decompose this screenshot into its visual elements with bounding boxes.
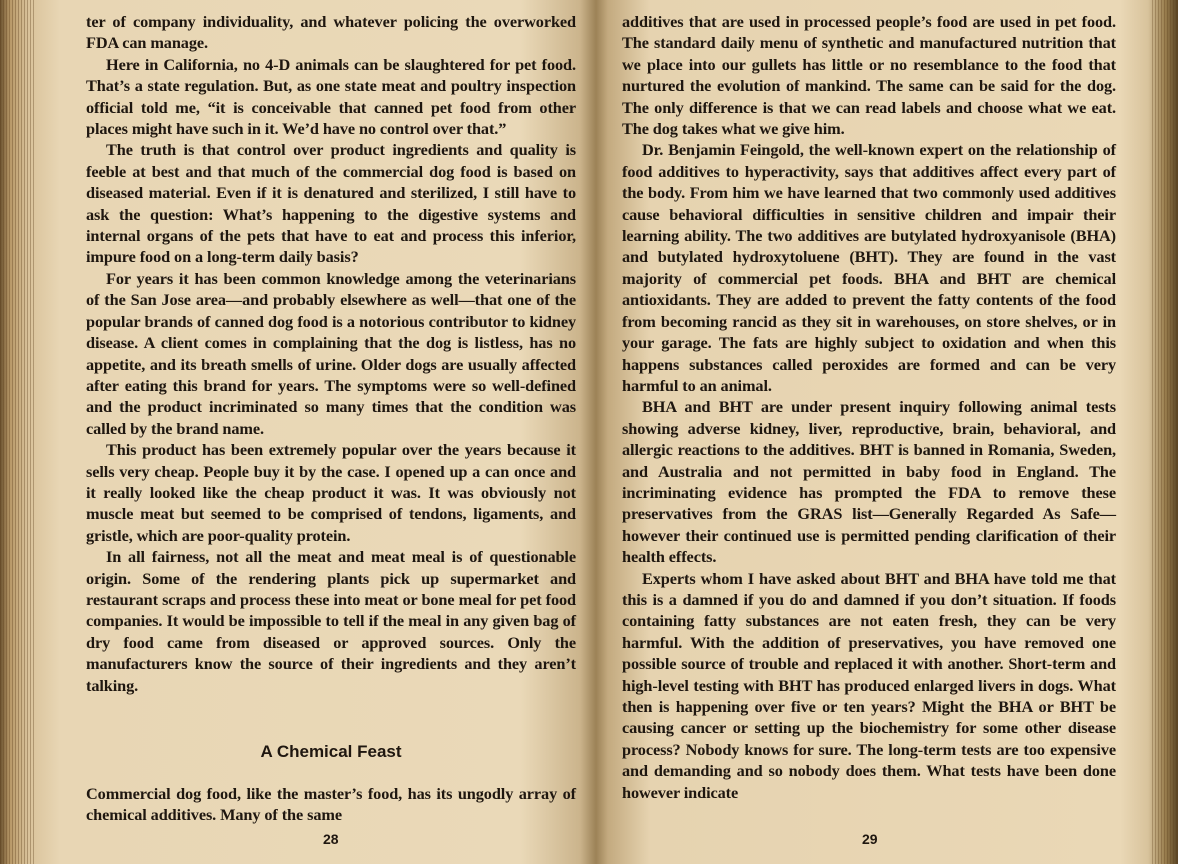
paragraph: For years it has been common knowledge among the veterinarians of the San Jose area—and probably elsewhere as well—that one of the popular brands of canned dog food is a notorious contributor to kidney disease. A client comes in complaining that the dog is listless, has no appetite, and its breath smells of urine. Older dogs are usually affected after eating this brand for years. The symptoms were so well-defined and the product incriminated so many times that the condition was called by the brand name. (86, 268, 576, 438)
paragraph: BHA and BHT are under present inquiry following animal tests showing adverse kidney, liver, reproductive, brain, behavioral, and allergic reactions to the additives. BHT is banned in Romania, Sweden, and Australia and not permitted in baby food in England. The incriminating evidence has prompted the FDA to remove these preservatives from the GRAS list—Generally Regarded As Safe—however their continued use is permitted pending clarification of their health effects. (622, 397, 1116, 567)
paragraph: In all fairness, not all the meat and meat meal is of questionable origin. Some of the rendering plants pick up supermarket and restaurant scraps and process these into meat or bone meal for pet food companies. It would be impossible to tell if the meal in any given bag of dry food came from diseased or approved sources. Only the manufacturers know the source of their ingredients and they aren’t talking. (86, 547, 576, 695)
left-page-body (86, 11, 576, 696)
paragraph: Dr. Benjamin Feingold, the well-known expert on the relationship of food additives to hyperactivity, says that additives affect every part of the body. From him we have learned that two commonly used additives cause behavioral difficulties in sensitive children and impair their learning ability. The two additives are butylated hydroxyanisole (BHA) and butylated hydroxytoluene (BHT). They are found in the vast majority of commercial pet foods. BHA and BHT are chemical antioxidants. They are added to prevent the fatty contents of the food from becoming rancid as they sit in warehouses, on store shelves, or in your garage. The fats are highly subject to oxidation and when this happens substances called peroxides are formed and can be very harmful to an animal. (622, 140, 1116, 395)
page-edge-left (0, 0, 36, 864)
paragraph: The truth is that control over product ingredients and quality is feeble at best and that much of the commercial dog food is based on diseased material. Even if it is denatured and sterilized, I still have to ask the question: What’s happening to the digestive systems and internal organs of the pets that have to eat and process this inferior, impure food on a long-term daily basis? (86, 140, 576, 267)
paragraph: Here in California, no 4-D animals can be slaughtered for pet food. That’s a state regulation. But, as one state meat and poultry inspection official told me, “it is conceivable that canned pet food from other places might have such in it. We’d have no control over that.” (86, 54, 576, 139)
paragraph: Commercial dog food, like the master’s food, has its ungodly array of chemical additives. Many of the same (86, 784, 576, 825)
right-page-body (622, 11, 1116, 803)
paragraph: This product has been extremely popular over the years because it sells very cheap. People buy it by the case. I opened up a can once and it really looked like the cheap product it was. It was obviously not muscle meat but seemed to be comprised of tendons, ligaments, and gristle, which are poor-quality protein. (86, 440, 576, 545)
right-page (622, 0, 1116, 864)
section-heading: A Chemical Feast (260, 742, 402, 761)
section-body (86, 783, 576, 826)
paragraph: additives that are used in processed people’s food are used in pet food. The standard daily menu of synthetic and manufactured nutrition that we place into our gullets has little or no resemblance to the food that nurtured the evolution of mankind. The same can be said for the dog. The only difference is that we can read labels and choose what we eat. The dog takes what we give him. (622, 12, 1116, 139)
page-edge-right (1152, 0, 1178, 864)
paragraph: Experts whom I have asked about BHT and BHA have told me that this is a damned if you do and damned if you don’t situation. If foods containing fatty substances are not eaten fresh, they can be very harmful. With the addition of preservatives, you have removed one possible source of trouble and replaced it with another. Short-term and high-level testing with BHT has produced enlarged livers in dogs. What then is happening over five or ten years? Might the BHA or BHT be causing cancer or setting up the biochemistry for some other disease process? Nobody knows for sure. The long-term tests are too expensive and demanding and so nobody does them. What tests have been done however indicate (622, 568, 1116, 802)
left-page (86, 0, 576, 864)
page-number: 29 (862, 831, 878, 847)
paragraph: ter of company individuality, and whatever policing the overworked FDA can manage. (86, 12, 576, 53)
page-number: 28 (323, 831, 339, 847)
